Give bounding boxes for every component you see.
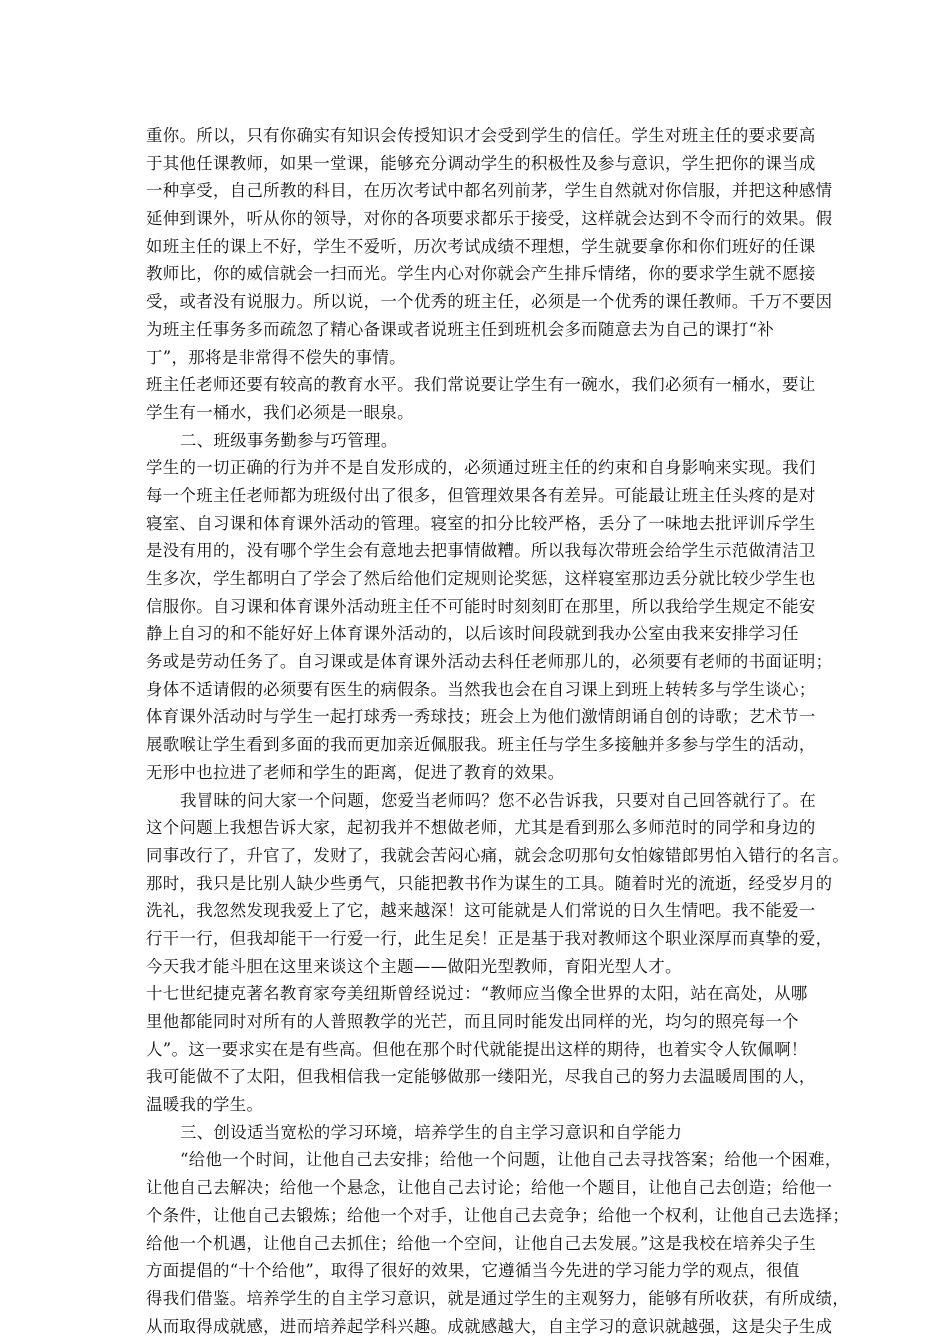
text-line: 这个问题上我想告诉大家，起初我并不想做老师，尤其是看到那么多师范时的同学和身边的 [146, 818, 816, 838]
text-line: 人”。这一要求实在是有些高。但他在那个时代就能提出这样的期待，也着实令人钦佩啊！ [146, 1039, 808, 1059]
text-line: 受，或者没有说服力。所以说，一个优秀的班主任，必须是一个优秀的课任教师。千万不要因 [146, 292, 833, 312]
text-line: 三、创设适当宽松的学习环境，培养学生的自主学习意识和自学能力 [180, 1122, 683, 1142]
document-body [146, 122, 850, 1340]
text-line: 为班主任事务多而疏忽了精心备课或者说班主任到班机会多而随意去为自己的课打“补 [146, 319, 775, 339]
text-line: 学生的一切正确的行为并不是自发形成的，必须通过班主任的约束和自身影响来实现。我们 [146, 458, 816, 478]
text-line: 同事改行了，升官了，发财了，我就会苦闷心痛，就会念叨那句女怕嫁错郎男怕入错行的名言。 [146, 845, 850, 865]
text-line: 洗礼，我忽然发现我爱上了它，越来越深！这可能就是人们常说的日久生情吧。我不能爱一 [146, 901, 816, 921]
text-line: 个条件，让他自己去锻炼；给他一个对手，让他自己去竞争；给他一个权利，让他自己去选择； [146, 1205, 850, 1225]
text-line: 让他自己去解决；给他一个悬念，让他自己去讨论；给他一个题目，让他自己去创造；给他一 [146, 1178, 833, 1198]
text-line: 如班主任的课上不好，学生不爱听，历次考试成绩不理想，学生就要拿你和你们班好的任课 [146, 236, 816, 256]
text-line: 方面提倡的“十个给他”，取得了很好的效果，它遵循当今先进的学习能力学的观点，很值 [146, 1261, 800, 1281]
text-line: 是没有用的，没有哪个学生会有意地去把事情做糟。所以我每次带班会给学生示范做清洁卫 [146, 541, 816, 561]
text-line: 给他一个机遇，让他自己去抓住；给他一个空间，让他自己去发展。”这是我校在培养尖子生 [146, 1233, 817, 1253]
text-line: 我可能做不了太阳，但我相信我一定能够做那一缕阳光，尽我自己的努力去温暖周围的人， [146, 1067, 816, 1087]
text-line: 无形中也拉进了老师和学生的距离，促进了教育的效果。 [146, 762, 565, 782]
text-line: 教师比，你的威信就会一扫而光。学生内心对你就会产生排斥情绪，你的要求学生就不愿接 [146, 264, 816, 284]
text-line: 一种享受，自己所教的科目，在历次考试中都名列前茅，学生自然就对你信服，并把这种感情 [146, 181, 833, 201]
text-line: 班主任老师还要有较高的教育水平。我们常说要让学生有一碗水，我们必须有一桶水，要让 [146, 375, 816, 395]
text-line: “给他一个时间，让他自己去安排；给他一个问题，让他自己去寻找答案；给他一个困难， [180, 1150, 842, 1170]
text-line: 得我们借鉴。培养学生的自主学习意识，就是通过学生的主观努力，能够有所收获，有所成绩， [146, 1288, 850, 1308]
text-line: 寝室、自习课和体育课外活动的管理。寝室的扣分比较严格，丢分了一味地去批评训斥学生 [146, 513, 816, 533]
text-line: 那时，我只是比别人缺少些勇气，只能把教书作为谋生的工具。随着时光的流逝，经受岁月的 [146, 873, 833, 893]
text-line: 行干一行，但我却能干一行爱一行，此生足矣！正是基于我对教师这个职业深厚而真挚的爱， [146, 928, 833, 948]
text-line: 静上自习的和不能好好上体育课外活动的，以后该时间段就到我办公室由我来安排学习任 [146, 624, 799, 644]
text-line: 延伸到课外，听从你的领导，对你的各项要求都乐于接受，这样就会达到不令而行的效果。假 [146, 209, 833, 229]
text-line: 二、班级事务勤参与巧管理。 [180, 430, 398, 450]
text-line: 从而取得成就感，进而培养起学科兴趣。成就感越大，自主学习的意识就越强，这是尖子生成 [146, 1316, 833, 1336]
text-line: 身体不适请假的必须要有医生的病假条。当然我也会在自习课上到班上转转多与学生谈心； [146, 679, 816, 699]
text-line: 重你。所以，只有你确实有知识会传授知识才会受到学生的信任。学生对班主任的要求要高 [146, 126, 816, 145]
text-line: 十七世纪捷克著名教育家夸美纽斯曾经说过：“教师应当像全世界的太阳，站在高处，从哪 [146, 984, 808, 1004]
text-line: 务或是劳动任务了。自习课或是体育课外活动去科任老师那儿的，必须要有老师的书面证明； [146, 652, 833, 672]
text-line: 今天我才能斗胆在这里来谈这个主题——做阳光型教师，育阳光型人才。 [146, 956, 682, 976]
text-line: 丁”，那将是非常得不偿失的事情。 [146, 347, 406, 367]
text-line: 展歌喉让学生看到多面的我而更加亲近佩服我。班主任与学生多接触并多参与学生的活动， [146, 735, 816, 755]
text-line: 体育课外活动时与学生一起打球秀一秀球技；班会上为他们激情朗诵自创的诗歌；艺术节一 [146, 707, 816, 727]
text-line: 于其他任课教师，如果一堂课，能够充分调动学生的积极性及参与意识，学生把你的课当成 [146, 153, 816, 173]
text-line: 信服你。自习课和体育课外活动班主任不可能时时刻刻盯在那里，所以我给学生规定不能安 [146, 596, 816, 616]
text-line: 温暖我的学生。 [146, 1095, 264, 1115]
text-line: 每一个班主任老师都为班级付出了很多，但管理效果各有差异。可能最让班主任头疼的是对 [146, 485, 816, 505]
text-line: 生多次，学生都明白了学会了然后给他们定规则论奖惩，这样寝室那边丢分就比较少学生也 [146, 569, 816, 588]
text-line: 学生有一桶水，我们必须是一眼泉。 [146, 402, 414, 422]
text-line: 里他都能同时对所有的人普照教学的光芒，而且同时能发出同样的光，均匀的照亮每一个 [146, 1012, 799, 1031]
text-line: 我冒昧的问大家一个问题，您爱当老师吗？您不必告诉我，只要对自己回答就行了。在 [180, 790, 817, 810]
